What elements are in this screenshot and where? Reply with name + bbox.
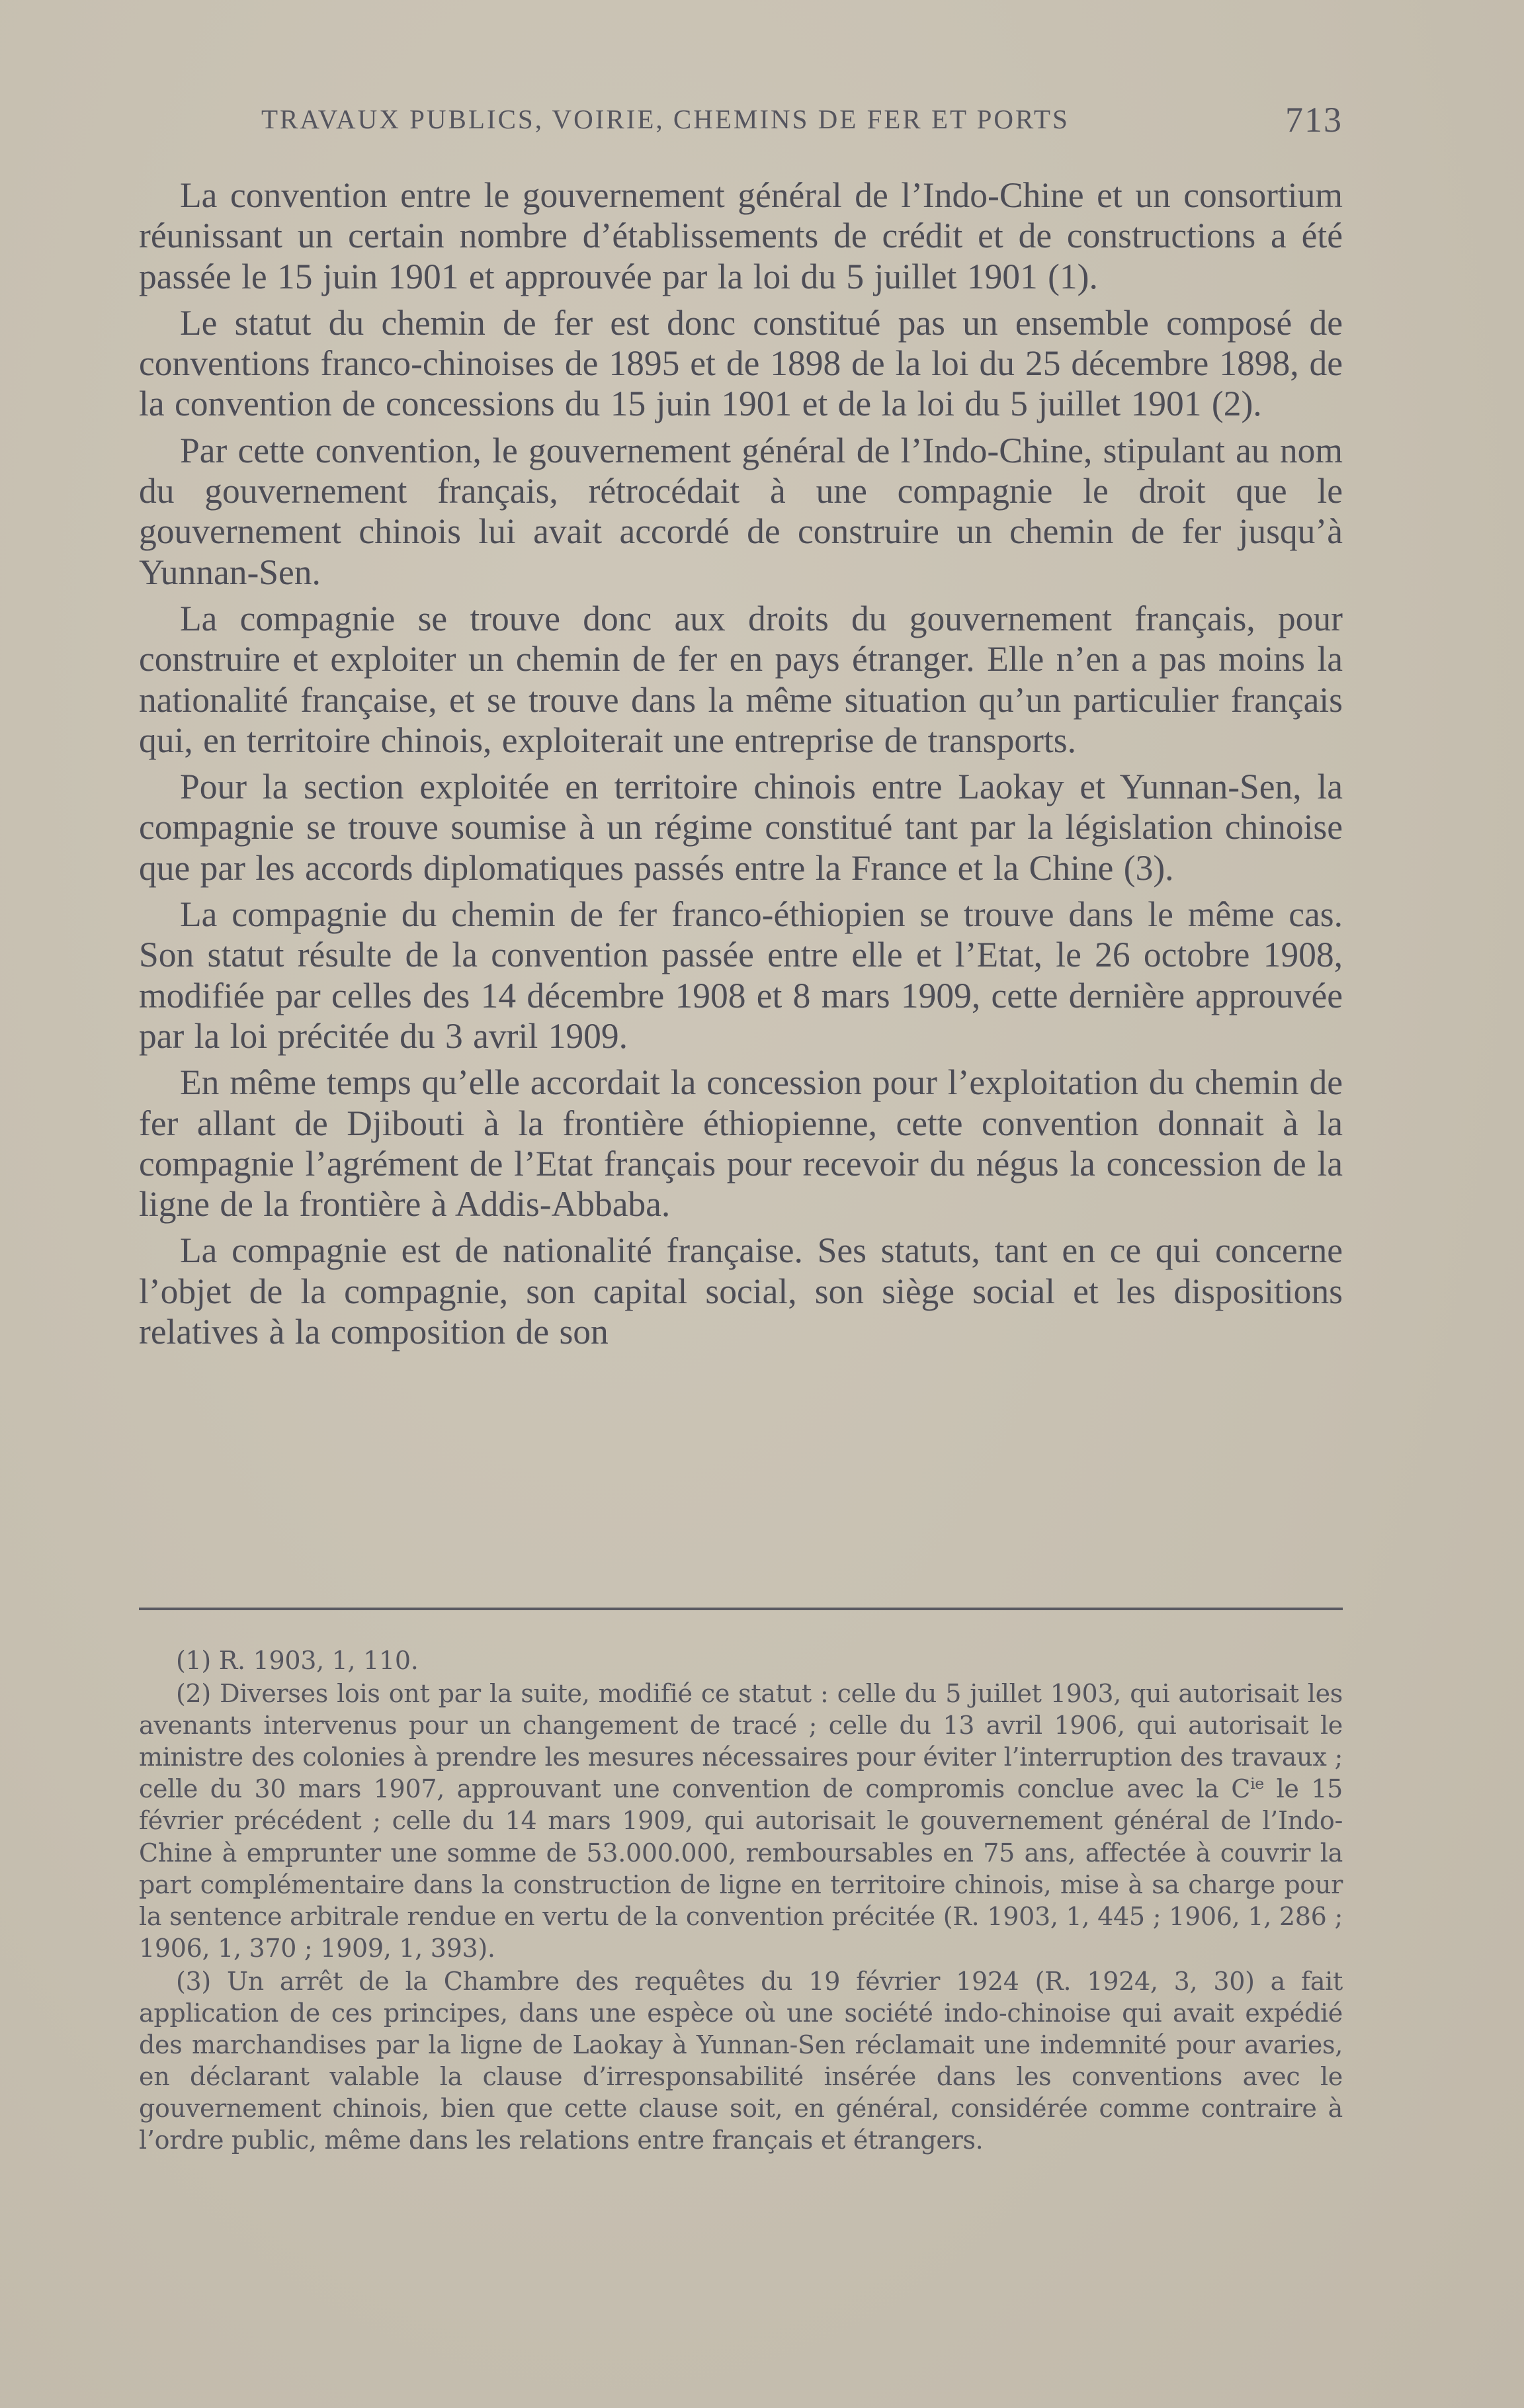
footnote-3: (3) Un arrêt de la Chambre des requêtes du 19 février 1924 (R. 1924, 3, 30) a fait application de ces principes, dans une espèce où une société indo-chinoise qui avait expédié des marchandises par la ligne de Laokay à Yunnan-Sen réclamait une indemnité pour avaries, en déclarant valable la clause d’irresponsabilité insérée dans les conventions avec le gouvernement chinois, bien que cette clause soit, en général, considérée comme contraire à l’ordre public, même dans les relations entre français et étrangers. — [139, 1966, 1343, 2155]
footnote-2 — [139, 1678, 1343, 1964]
running-header — [139, 99, 1343, 146]
footnote-2-text-b: le 15 février précédent ; celle du 14 mars 1909, qui autorisait le gouvernement général de l’Indo-Chine à emprunter une somme de 53.000.000, remboursables en 75 ans, affectée à couvrir la part complémentaire dans la construction de ligne en territoire chinois, mise à sa charge pour la sentence arbitrale rendue en vertu de la convention précitée (R. 1903, 1, 445 ; 1906, 1, 286 ; 1906, 1, 370 ; 1909, 1, 393). — [139, 1774, 1343, 1963]
page-number: 713 — [1285, 100, 1343, 140]
footnote-2-superscript: ie — [1250, 1774, 1264, 1793]
footnotes — [139, 1645, 1343, 2158]
body-text — [139, 175, 1343, 1358]
footnote-2-text-a: (2) Diverses lois ont par la suite, modifié ce statut : celle du 5 juillet 1903, qui autorisait les avenants intervenus pour un changement de tracé ; celle du 13 avril 1906, qui autorisait le ministre des colonies à prendre les mesures nécessaires pour éviter l’interruption des travaux ; celle du 30 mars 1907, approuvant une convention de compromis conclue avec la C — [139, 1679, 1343, 1804]
footnote-separator — [139, 1608, 1343, 1610]
footnote-1: (1) R. 1903, 1, 110. — [176, 1646, 419, 1675]
paragraph: La compagnie se trouve donc aux droits du gouvernement français, pour construire et exploiter un chemin de fer en pays étranger. Elle n’en a pas moins la nationalité française, et se trouve dans la même situation qu’un particulier français qui, en territoire chinois, exploiterait une entreprise de transports. — [139, 598, 1343, 760]
paragraph: En même temps qu’elle accordait la concession pour l’exploitation du chemin de fer allant de Djibouti à la frontière éthiopienne, cette convention donnait à la compagnie l’agrément de l’Etat français pour recevoir du négus la concession de la ligne de la frontière à Addis-Abbaba. — [139, 1062, 1343, 1225]
running-title: TRAVAUX PUBLICS, VOIRIE, CHEMINS DE FER ET PORTS — [261, 104, 1070, 134]
paragraph: La compagnie du chemin de fer franco-éthiopien se trouve dans le même cas. Son statut résulte de la convention passée entre elle et l’Etat, le 26 octobre 1908, modifiée par celles des 14 décembre 1908 et 8 mars 1909, cette dernière approuvée par la loi précitée du 3 avril 1909. — [139, 894, 1343, 1056]
paragraph: La compagnie est de nationalité française. Ses statuts, tant en ce qui concerne l’objet de la compagnie, son capital social, son siège social et les dispositions relatives à la composition de son — [139, 1230, 1343, 1352]
paragraph: Par cette convention, le gouvernement général de l’Indo-Chine, stipulant au nom du gouvernement français, rétrocédait à une compagnie le droit que le gouvernement chinois lui avait accordé de construire un chemin de fer jusqu’à Yunnan-Sen. — [139, 430, 1343, 592]
paragraph: Le statut du chemin de fer est donc constitué pas un ensemble composé de conventions franco-chinoises de 1895 et de 1898 de la loi du 25 décembre 1898, de la convention de concessions du 15 juin 1901 et de la loi du 5 juillet 1901 (2). — [139, 302, 1343, 424]
paragraph: Pour la section exploitée en territoire chinois entre Laokay et Yunnan-Sen, la compagnie se trouve soumise à un régime constitué tant par la législation chinoise que par les accords diplomatiques passés entre la France et la Chine (3). — [139, 767, 1343, 888]
paragraph: La convention entre le gouvernement général de l’Indo-Chine et un consortium réunissant un certain nombre d’établissements de crédit et de constructions a été passée le 15 juin 1901 et approuvée par la loi du 5 juillet 1901 (1). — [139, 175, 1343, 296]
